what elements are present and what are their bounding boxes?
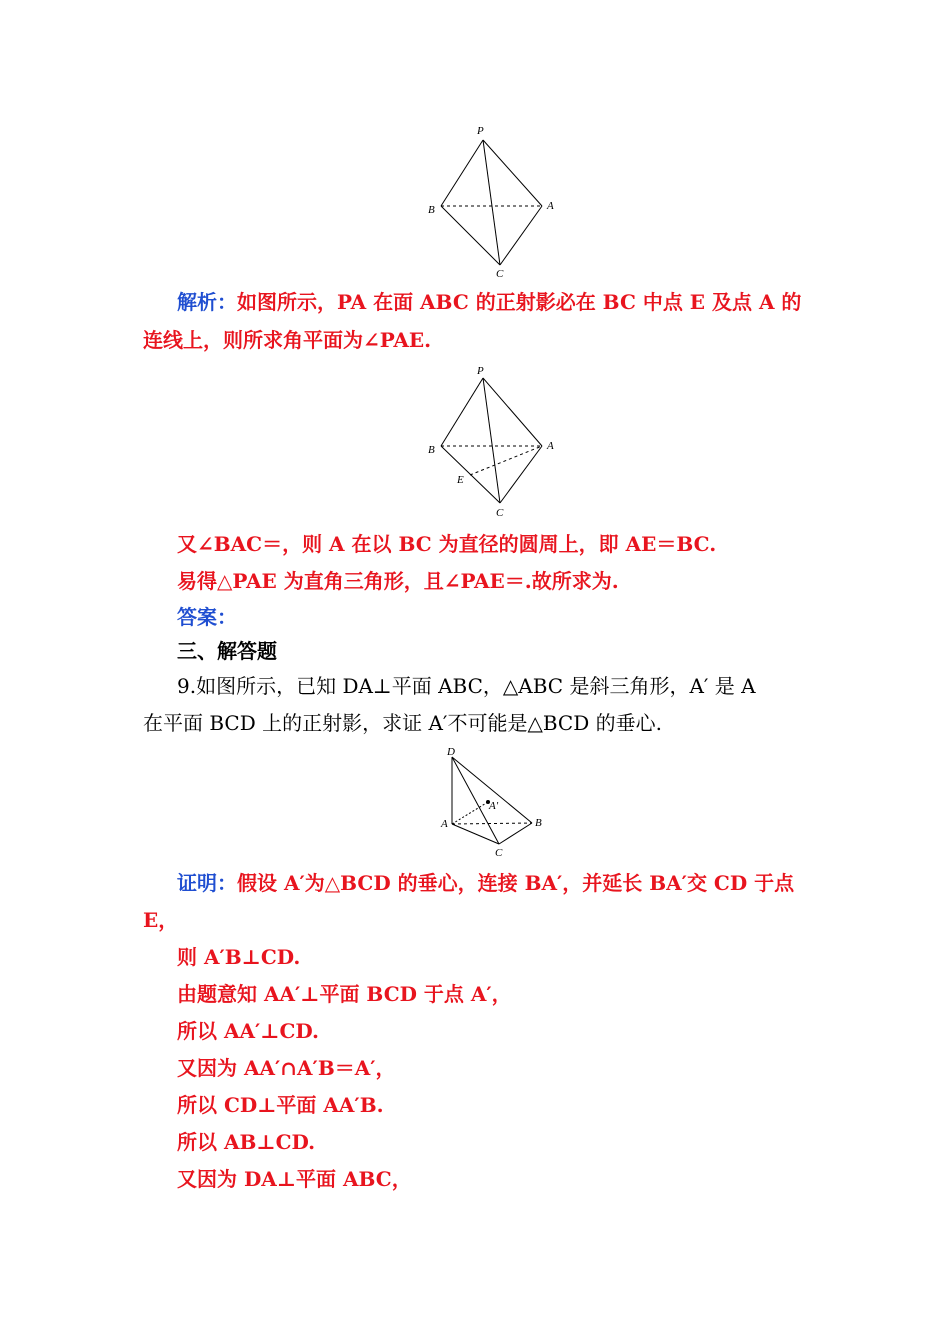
- answer-label: 答案：: [177, 605, 237, 629]
- label-a-prime: A′: [489, 800, 499, 812]
- proof-step: 又因为 DA⊥平面 ABC，: [177, 1167, 412, 1191]
- solution-line-2: 连线上，则所求角平面为∠PAE.: [143, 328, 432, 352]
- label-d: D: [447, 746, 455, 758]
- proof-line-2: E，: [143, 908, 179, 932]
- proof-line-1: 证明：假设 A′为△BCD 的垂心，连接 BA′，并延长 BA′交 CD 于点: [177, 871, 795, 895]
- proof-step: 所以 CD⊥平面 AA′B.: [177, 1093, 384, 1117]
- problem9-line-1: 9.如图所示，已知 DA⊥平面 ABC，△ABC 是斜三角形，A′ 是 A: [177, 674, 756, 698]
- label-e: E: [457, 474, 464, 486]
- proof-step: 则 A′B⊥CD.: [177, 945, 301, 969]
- answer-line: [177, 603, 807, 631]
- label-a: A: [547, 200, 554, 212]
- section-title: 三、解答题: [177, 639, 277, 663]
- proof-label: 证明: [177, 871, 217, 895]
- label-p: P: [477, 125, 484, 137]
- reason-line-1: 又∠BAC＝，则 A 在以 BC 为直径的圆周上，即 AE＝BC.: [177, 532, 717, 556]
- label-c: C: [496, 268, 504, 280]
- label-p: P: [477, 365, 484, 377]
- reason-line-2: 易得△PAE 为直角三角形，且∠PAE＝.故所求为.: [177, 569, 619, 593]
- solution-line-1: 解析：如图所示，PA 在面 ABC 的正射影必在 BC 中点 E 及点 A 的: [177, 290, 802, 314]
- proof-step: 由题意知 AA′⊥平面 BCD 于点 A′，: [177, 982, 512, 1006]
- problem9-line-2: 在平面 BCD 上的正射影，求证 A′不可能是△BCD 的垂心.: [143, 711, 662, 735]
- proof-step: 又因为 AA′∩A′B＝A′，: [177, 1056, 396, 1080]
- label-a: A: [547, 440, 554, 452]
- proof-step: 所以 AA′⊥CD.: [177, 1019, 319, 1043]
- label-c: C: [495, 847, 503, 859]
- figure-tetrahedron: [435, 742, 555, 862]
- label-c: C: [496, 507, 504, 519]
- label-b: B: [428, 444, 435, 456]
- label-b: B: [535, 817, 542, 829]
- label-a: A: [441, 818, 448, 830]
- figure-pyramid-2: [420, 360, 570, 525]
- proof-step: 所以 AB⊥CD.: [177, 1130, 316, 1154]
- figure-pyramid-1: [420, 118, 570, 288]
- solution-label: 解析: [177, 290, 217, 314]
- label-b: B: [428, 204, 435, 216]
